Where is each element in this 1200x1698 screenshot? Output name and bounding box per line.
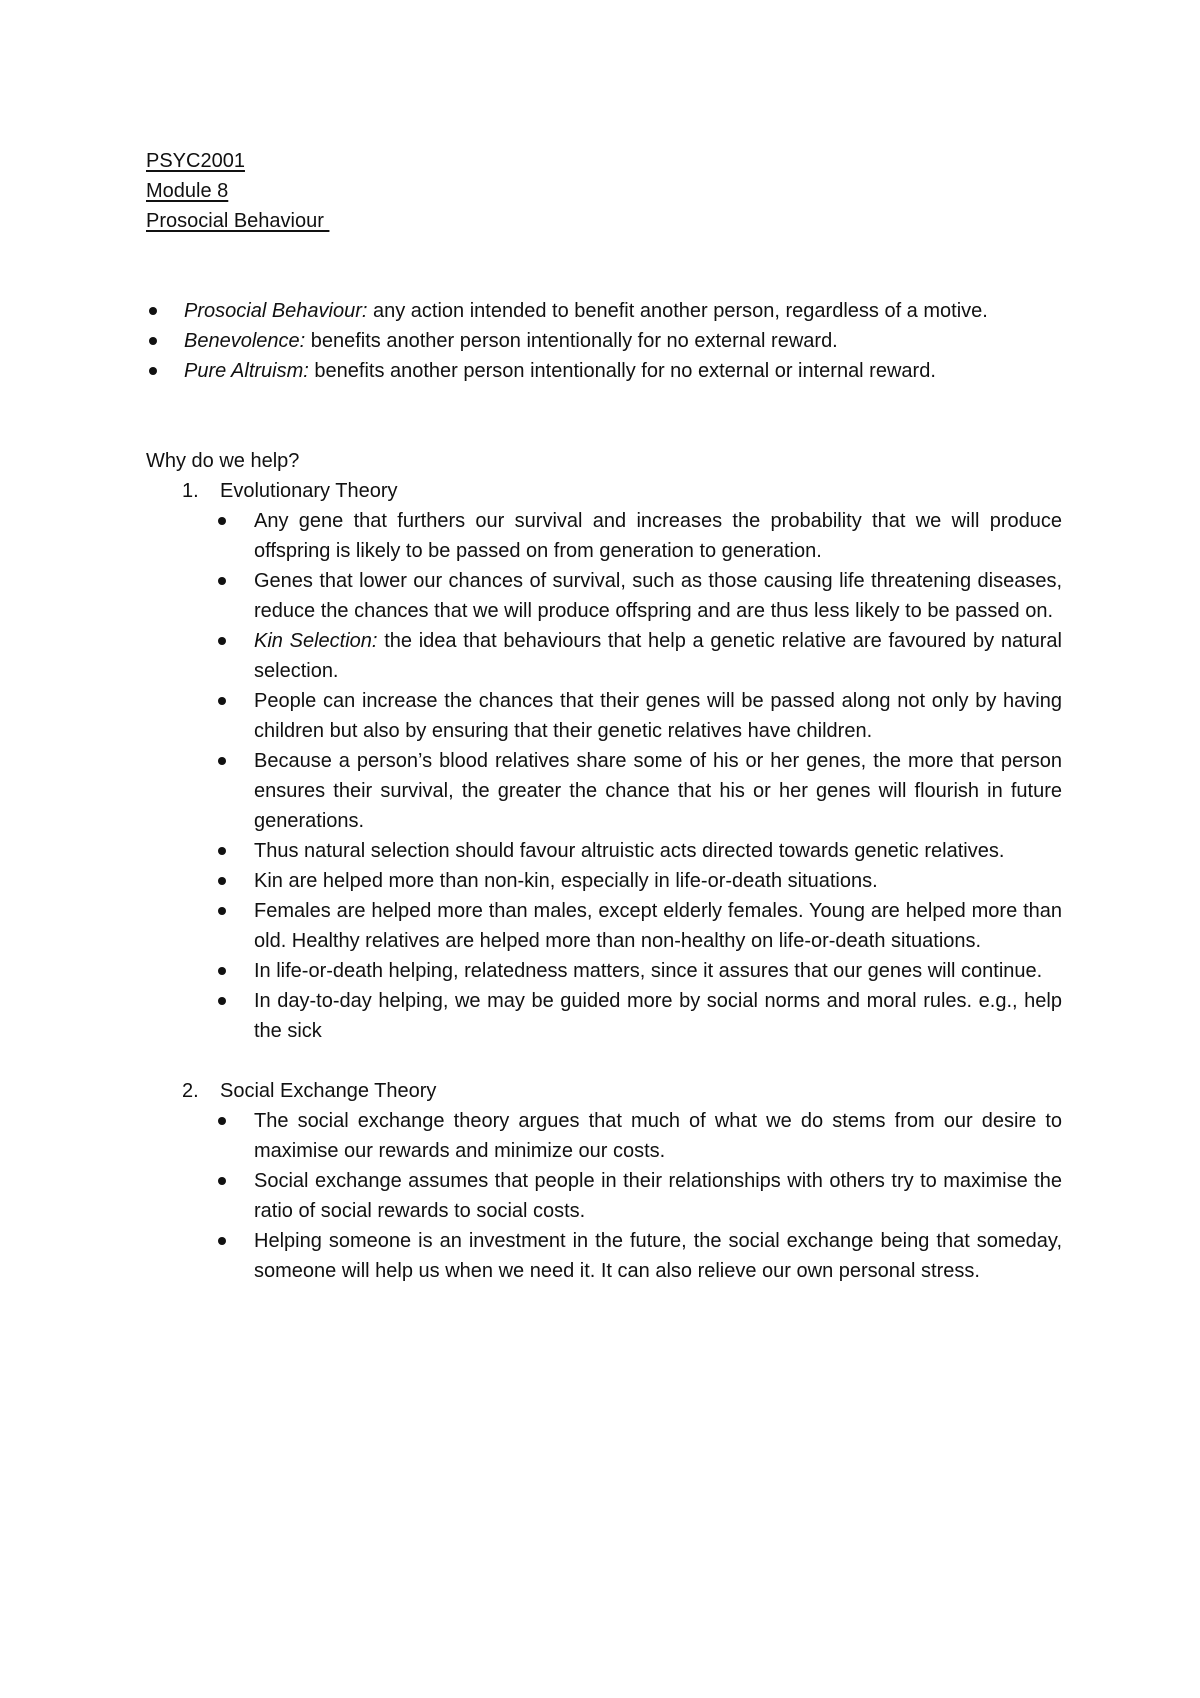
definition-term: Prosocial Behaviour:: [184, 300, 368, 322]
theory-point: In life-or-death helping, relatedness matters, since it assures that our genes will continue.: [218, 956, 1062, 986]
theory-point: Females are helped more than males, except elderly females. Young are helped more than old. Healthy relatives are helped more than non-healthy on life-or-death situations.: [218, 896, 1062, 956]
course-code: PSYC2001: [146, 150, 245, 172]
theory-point: Any gene that furthers our survival and increases the probability that we will produce offspring is likely to be passed on from generation to generation.: [218, 506, 1062, 566]
definition-item: [146, 356, 1062, 386]
theory-point: In day-to-day helping, we may be guided more by social norms and moral rules. e.g., help the sick: [218, 986, 1062, 1046]
kin-selection-term: Kin Selection:: [254, 630, 378, 652]
definition-item: [146, 326, 1062, 356]
document-header: [146, 146, 1062, 236]
section-question: Why do we help?: [146, 450, 300, 472]
definition-term: Pure Altruism:: [184, 360, 309, 382]
definition-text: benefits another person intentionally for no external reward.: [305, 330, 838, 352]
theory-point: Genes that lower our chances of survival, such as those causing life threatening diseases, reduce the chances that we will produce offspring and are thus less likely to be passed on.: [218, 566, 1062, 626]
topic-title: Prosocial Behaviour: [146, 210, 330, 232]
theory-title: Social Exchange Theory: [220, 1080, 437, 1102]
theory-point: Because a person’s blood relatives share some of his or her genes, the more that person ensures their survival, the greater the chance that his or her genes will flourish in future generations.: [218, 746, 1062, 836]
theory-point: Helping someone is an investment in the future, the social exchange being that someday, someone will help us when we need it. It can also relieve our own personal stress.: [218, 1226, 1062, 1286]
theory-points: [220, 1106, 1062, 1286]
definition-term: Benevolence:: [184, 330, 306, 352]
module-number: Module 8: [146, 180, 229, 202]
theory-item: [146, 1076, 1062, 1286]
theory-title: Evolutionary Theory: [220, 480, 398, 502]
theory-point: People can increase the chances that their genes will be passed along not only by having children but also by ensuring that their genetic relatives have children.: [218, 686, 1062, 746]
theory-point: Kin Selection: the idea that behaviours that help a genetic relative are favoured by natural selection.: [218, 626, 1062, 686]
theory-point: Kin are helped more than non-kin, especially in life-or-death situations.: [218, 866, 1062, 896]
theory-number: 1.: [182, 480, 199, 502]
theory-number: 2.: [182, 1080, 199, 1102]
theory-point: Social exchange assumes that people in their relationships with others try to maximise the ratio of social rewards to social costs.: [218, 1166, 1062, 1226]
definition-text: benefits another person intentionally for no external or internal reward.: [308, 360, 936, 382]
theory-point: Thus natural selection should favour altruistic acts directed towards genetic relatives.: [218, 836, 1062, 866]
document-page: [146, 146, 1062, 1286]
definition-text: any action intended to benefit another person, regardless of a motive.: [367, 300, 988, 322]
theory-points: [220, 506, 1062, 1046]
definitions-list: [146, 296, 1062, 386]
theory-point: The social exchange theory argues that much of what we do stems from our desire to maximise our rewards and minimize our costs.: [218, 1106, 1062, 1166]
definition-item: [146, 296, 1062, 326]
theory-item: [146, 476, 1062, 1046]
